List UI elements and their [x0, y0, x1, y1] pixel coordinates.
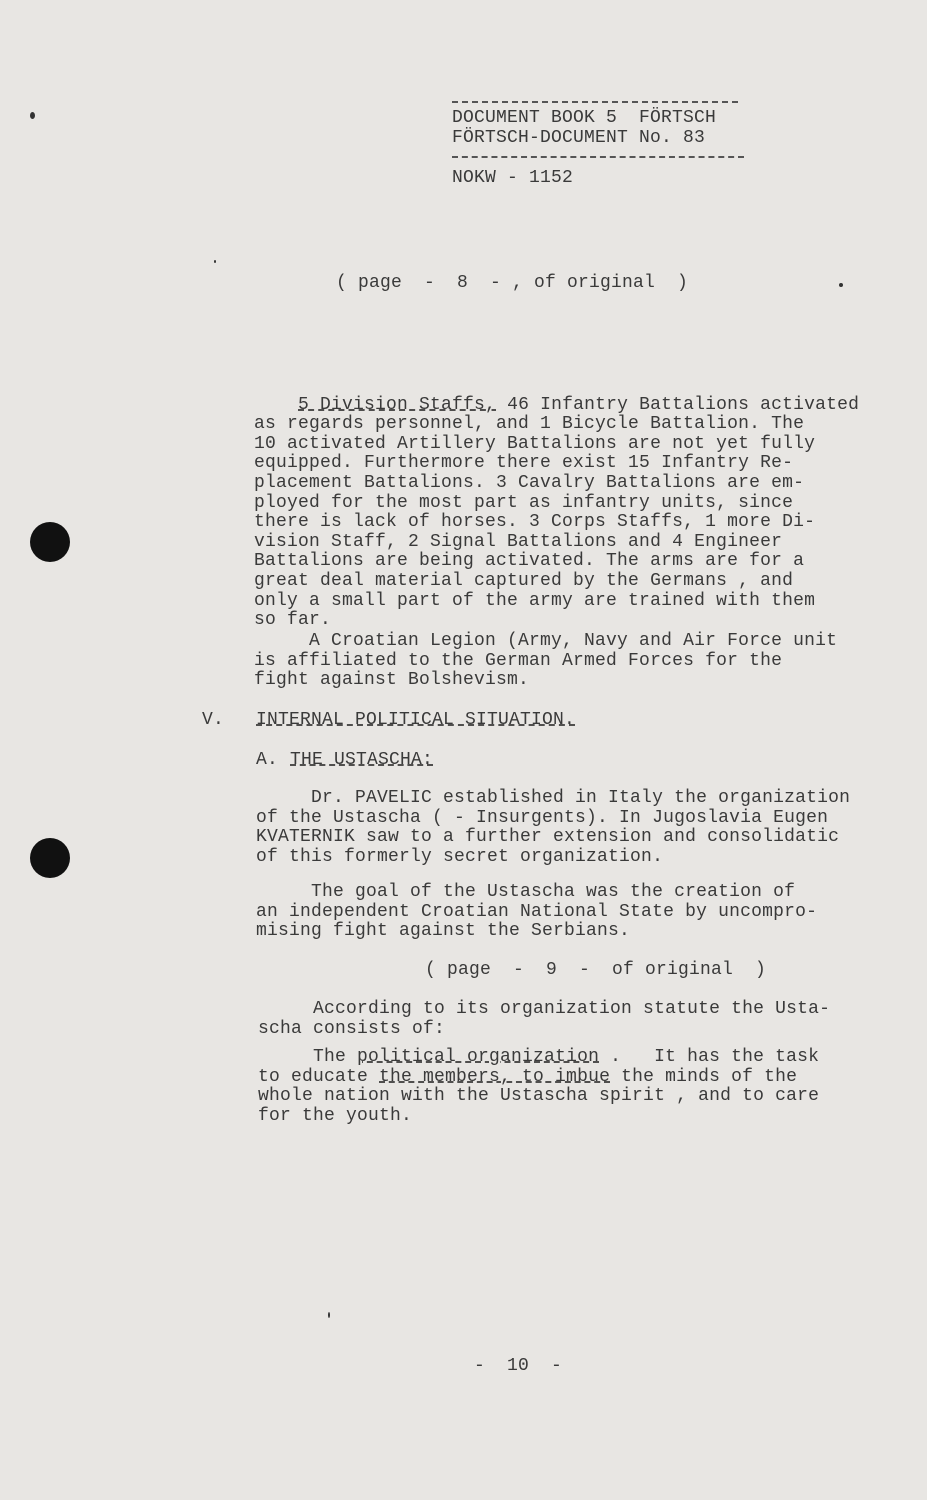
- para6-line: whole nation with the Ustascha spirit , and to care: [258, 1086, 820, 1107]
- paragraph-army-units: [254, 376, 859, 631]
- para1-line: placement Battalions. 3 Cavalry Battalions are em-: [254, 472, 805, 493]
- para1-line: as regards personnel, and 1 Bicycle Battalion. The: [254, 414, 805, 435]
- paragraph-organization-statute: [258, 1000, 830, 1039]
- paragraph-political-organization: [258, 1048, 819, 1126]
- underlined-the-members: the members, to imbue: [379, 1066, 611, 1087]
- page-reference-top: ( page - 8 - , of original ): [336, 273, 689, 293]
- ink-speck: [839, 283, 843, 287]
- para1-line: so far.: [254, 610, 332, 631]
- subsection-letter: A.: [256, 750, 279, 770]
- para1-line: Battalions are being activated. The arms are for a: [254, 551, 805, 572]
- header-document-book: DOCUMENT BOOK 5 FÖRTSCH: [452, 108, 717, 128]
- ink-speck: [30, 112, 35, 119]
- para1-line: 10 activated Artillery Battalions are not yet fully: [254, 433, 816, 454]
- ink-speck: [214, 260, 216, 263]
- subsection-title: THE USTASCHA:: [290, 750, 434, 770]
- header-rule-bottom: [452, 156, 744, 158]
- para6-line1-rest: . It has the task: [599, 1047, 820, 1067]
- para1-line: vision Staff, 2 Signal Battalions and 4 Engineer: [254, 531, 783, 552]
- para5-line: According to its organization statute the Usta-: [258, 999, 831, 1019]
- para3-line: of the Ustascha ( - Insurgents). In Jugoslavia Eugen: [256, 807, 829, 828]
- para4-line: mising fight against the Serbians.: [256, 921, 631, 942]
- page-number: - 10 -: [474, 1356, 563, 1376]
- section-title: INTERNAL POLITICAL SITUATION.: [256, 710, 576, 730]
- paragraph-ustascha-goal: [256, 883, 817, 942]
- paragraph-croatian-legion: [254, 632, 837, 691]
- para1-line: equipped. Furthermore there exist 15 Infantry Re-: [254, 453, 794, 474]
- punch-hole-bottom: [30, 838, 70, 878]
- para6-prefix: The: [258, 1047, 358, 1067]
- underlined-division-staffs: 5 Division Staffs,: [298, 394, 497, 415]
- para2-line: is affiliated to the German Armed Forces for the: [254, 650, 783, 671]
- page-reference-mid: ( page - 9 - of original ): [425, 960, 767, 980]
- para1-line: 46 Infantry Battalions activated: [496, 394, 860, 415]
- para5-line: scha consists of:: [258, 1018, 446, 1039]
- para1-line: ployed for the most part as infantry units, since: [254, 492, 794, 513]
- para1-line: great deal material captured by the Germans , and: [254, 570, 794, 591]
- para6-line2-pre: to educate: [258, 1066, 380, 1087]
- para4-line: The goal of the Ustascha was the creation of: [256, 882, 796, 902]
- underlined-political-organization: political organization: [357, 1047, 600, 1067]
- section-number: V.: [202, 710, 225, 730]
- para3-line: Dr. PAVELIC established in Italy the organization: [256, 788, 851, 808]
- para4-line: an independent Croatian National State by uncompro-: [256, 901, 818, 922]
- punch-hole-top: [30, 522, 70, 562]
- header-document-number: FÖRTSCH-DOCUMENT No. 83: [452, 128, 706, 148]
- para2-line: A Croatian Legion (Army, Navy and Air Force unit: [254, 631, 838, 651]
- para1-line: only a small part of the army are trained with them: [254, 590, 816, 611]
- header-nokw-number: NOKW - 1152: [452, 168, 574, 188]
- header-rule-top: [452, 101, 738, 103]
- para3-line: of this formerly secret organization.: [256, 846, 664, 867]
- para1-line: there is lack of horses. 3 Corps Staffs, 1 more Di-: [254, 512, 816, 533]
- ink-speck: [328, 1312, 330, 1318]
- para6-line2-rest: the minds of the: [610, 1066, 798, 1087]
- para6-line: for the youth.: [258, 1105, 413, 1126]
- para2-line: fight against Bolshevism.: [254, 670, 530, 691]
- paragraph-ustascha-origin: [256, 789, 850, 867]
- para3-line: KVATERNIK saw to a further extension and consolidatic: [256, 827, 840, 848]
